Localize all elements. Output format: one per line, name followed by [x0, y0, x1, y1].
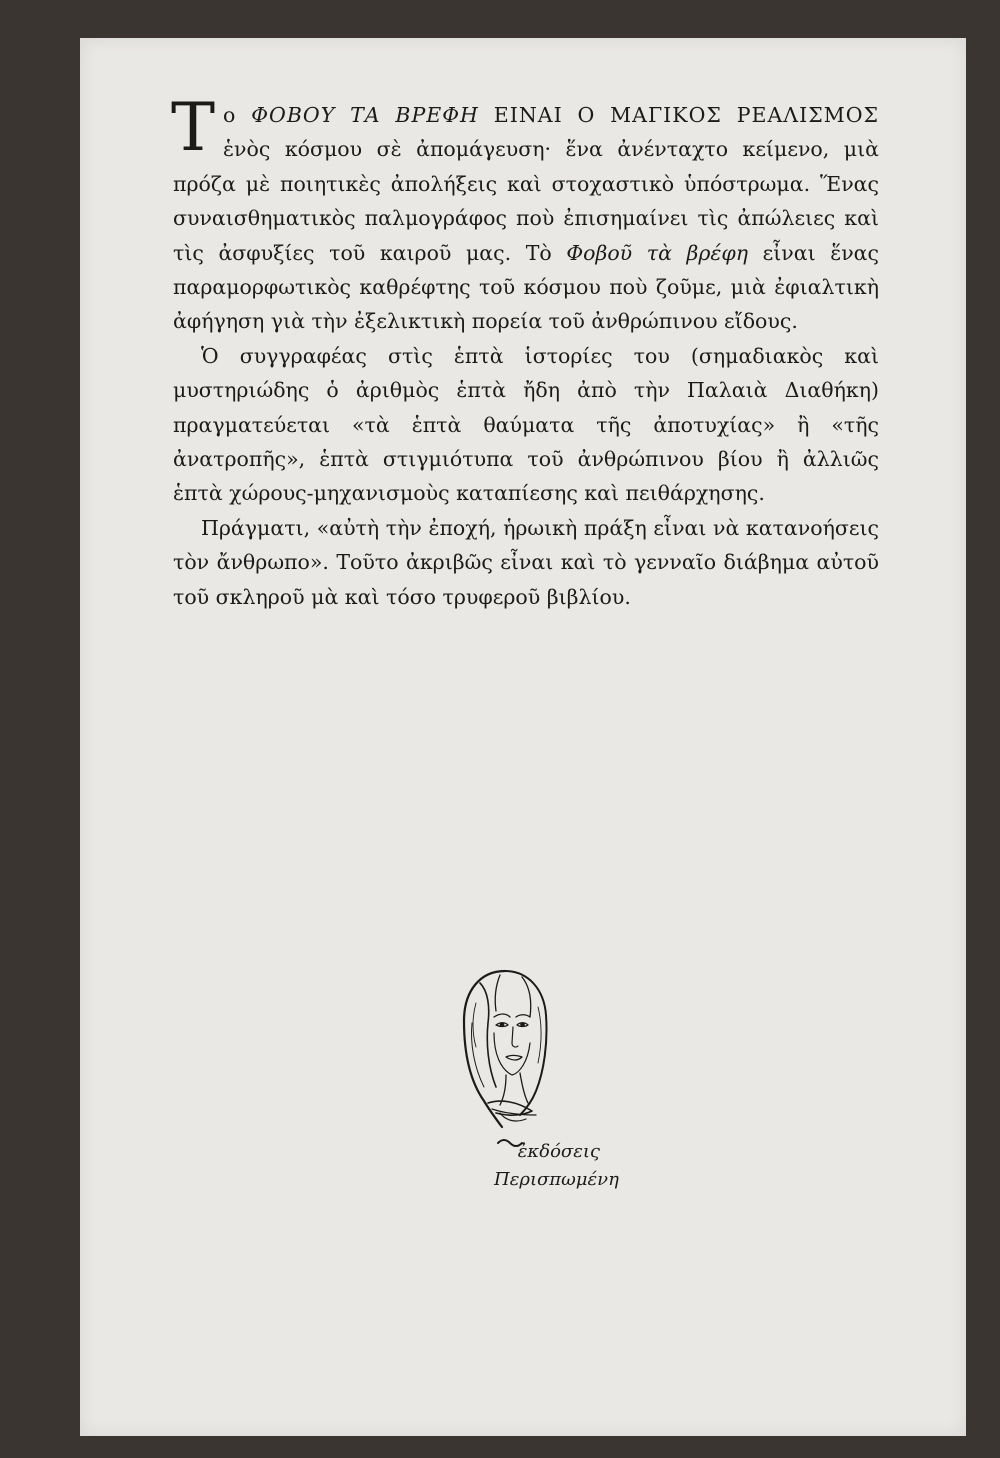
- publisher-imprint: [460, 1138, 620, 1194]
- publisher-label: ἐκδόσεις: [517, 1141, 600, 1162]
- blurb-paragraph-3: Πράγματι, «αὐτὴ τὴν ἐποχή, ἡρωικὴ πράξη εἶναι νὰ κατανοήσεις τὸν ἄνθρωπο». Τοῦτο ἀκριβῶς εἶναι καὶ τὸ γενναῖο διάβημα αὐτοῦ τοῦ σκληροῦ μὰ καὶ τόσο τρυφεροῦ βιβλίου.: [173, 515, 879, 609]
- book-title-inline: Φοβοῦ τὰ βρέφη: [566, 240, 749, 265]
- small-caps-opening: ο: [223, 103, 252, 127]
- back-cover-blurb: [171, 89, 880, 614]
- blurb-paragraph-2: Ὁ συγγραφέας στὶς ἑπτὰ ἱστορίες του (σημαδιακὸς καὶ μυστηριώδης ὁ ἀριθμὸς ἑπτὰ ἤδη ἀπὸ τὴν Παλαιὰ Διαθήκη) πραγματεύεται «τὰ ἑπτὰ θαύματα τῆς ἀποτυχίας» ἢ «τῆς ἀνατροπῆς», ἑπτὰ στιγμιότυπα τοῦ ἀνθρώπινου βίου ἢ ἀλλιῶς ἑπτὰ χώρους-μηχανισμοὺς καταπίεσης καὶ πειθάρχησης.: [173, 343, 879, 506]
- book-title-caps: ΦΟΒΟΥ ΤΑ ΒΡΕΦΗ: [251, 103, 479, 127]
- paragraph-1-text-a: ἑνὸς κόσμου σὲ ἀπομάγευση· ἕνα ἀνένταχτο κείμενο, μιὰ πρόζα μὲ ποιητικὲς ἀπολήξεις καὶ στοχαστικὸ ὑπόστρωμα. Ἕνας συναισθηματικὸς παλμογράφος ποὺ ἐπισημαίνει τὶς ἀπώλειες καὶ τὶς ἀσφυξίες τοῦ καιροῦ μας. Τὸ: [173, 137, 879, 265]
- blurb-paragraph-1: [171, 89, 880, 339]
- publisher-name: Περισπωμένη: [494, 1169, 619, 1190]
- drop-cap: Τ: [171, 89, 216, 166]
- woman-portrait-icon: [450, 963, 560, 1163]
- book-back-cover: [80, 38, 966, 1436]
- paragraph-1-text-b: εἶναι ἕνας παραμορφωτικὸς καθρέφτης τοῦ κόσμου ποὺ ζοῦμε, μιὰ ἐφιαλτικὴ ἀφήγηση γιὰ τὴν ἐξελικτικὴ πορεία τοῦ ἀνθρώπινου εἴδους.: [173, 240, 880, 334]
- small-caps-continuation: ΕΙΝΑΙ Ο ΜΑΓΙΚΟΣ ΡΕΑΛΙΣΜΟΣ: [478, 103, 879, 127]
